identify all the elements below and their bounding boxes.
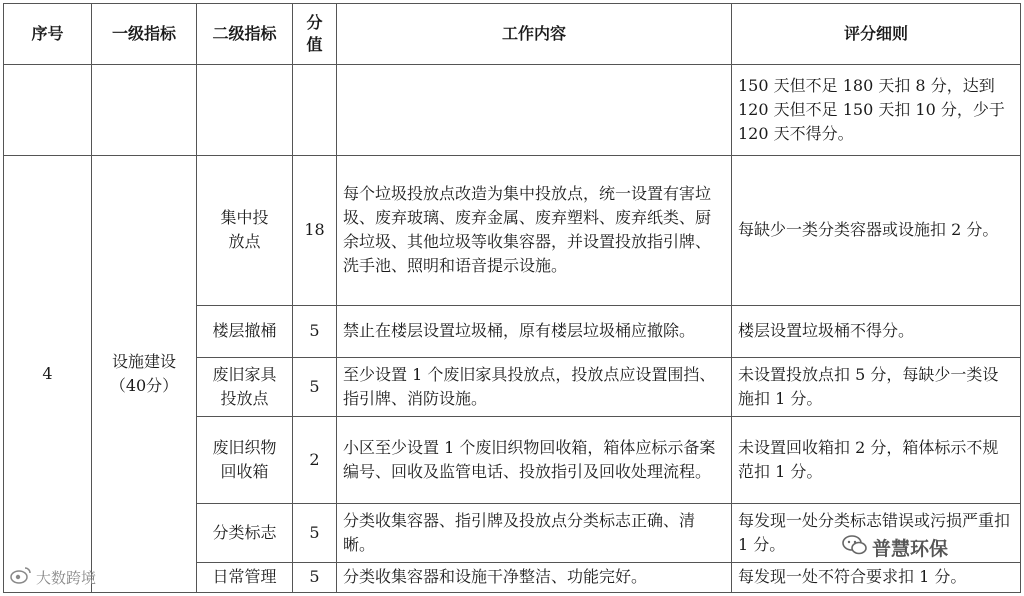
row-score: 5	[293, 562, 337, 592]
row-score: 2	[293, 416, 337, 503]
row-detail: 未设置投放点扣 5 分，每缺少一类设施扣 1 分。	[732, 358, 1021, 417]
continuation-row	[4, 64, 1021, 155]
header-index: 序号	[4, 4, 92, 65]
row-name: 日常管理	[197, 562, 293, 592]
row-content: 禁止在楼层设置垃圾桶，原有楼层垃圾桶应撤除。	[337, 305, 732, 358]
row-score: 5	[293, 358, 337, 417]
row-content: 分类收集容器、指引牌及投放点分类标志正确、清晰。	[337, 503, 732, 562]
group-index: 4	[4, 155, 92, 592]
header-row	[4, 4, 1021, 65]
category-name: 设施建设	[111, 351, 176, 371]
row-content: 小区至少设置 1 个废旧织物回收箱，箱体应标示备案编号、回收及监管电话、投放指引及回收处理流程。	[337, 416, 732, 503]
watermark-right-text: 普慧环保	[872, 538, 949, 560]
weibo-icon	[10, 566, 32, 588]
header-detail: 评分细则	[732, 4, 1021, 65]
continuation-detail: 150 天但不足 180 天扣 8 分，达到 120 天但不足 150 天扣 10 分，少于 120 天不得分。	[732, 64, 1021, 155]
row-name: 楼层撤桶	[197, 305, 293, 358]
header-score: 分值	[293, 4, 337, 65]
row-detail: 未设置回收箱扣 2 分，箱体标示不规范扣 1 分。	[732, 416, 1021, 503]
row-name: 废旧织物回收箱	[197, 416, 293, 503]
header-content: 工作内容	[337, 4, 732, 65]
row-detail: 每发现一处分类标志错误或污损严重扣 1 分。	[732, 503, 1021, 562]
row-name: 分类标志	[197, 503, 293, 562]
table-row	[4, 155, 1021, 305]
row-content: 分类收集容器和设施干净整洁、功能完好。	[337, 562, 732, 592]
row-content: 至少设置 1 个废旧家具投放点，投放点应设置围挡、指引牌、消防设施。	[337, 358, 732, 417]
row-name: 废旧家具投放点	[197, 358, 293, 417]
group-category	[92, 155, 197, 592]
row-score: 5	[293, 305, 337, 358]
watermark-left	[10, 566, 96, 588]
watermark-left-text: 大数跨境	[36, 568, 97, 587]
row-detail: 每缺少一类分类容器或设施扣 2 分。	[732, 155, 1021, 305]
row-name: 集中投放点	[197, 155, 293, 305]
header-category: 一级指标	[92, 4, 197, 65]
row-score: 18	[293, 155, 337, 305]
category-points: （40分）	[109, 375, 179, 395]
watermark-right	[842, 534, 948, 561]
wechat-icon	[842, 534, 868, 561]
header-subcategory: 二级指标	[197, 4, 293, 65]
row-detail: 每发现一处不符合要求扣 1 分。	[732, 562, 1021, 592]
scoring-table	[3, 3, 1021, 593]
row-detail: 楼层设置垃圾桶不得分。	[732, 305, 1021, 358]
row-content: 每个垃圾投放点改造为集中投放点，统一设置有害垃圾、废弃玻璃、废弃金属、废弃塑料、废弃纸类、厨余垃圾、其他垃圾等收集容器，并设置投放指引牌、洗手池、照明和语音提示设施。	[337, 155, 732, 305]
row-score: 5	[293, 503, 337, 562]
